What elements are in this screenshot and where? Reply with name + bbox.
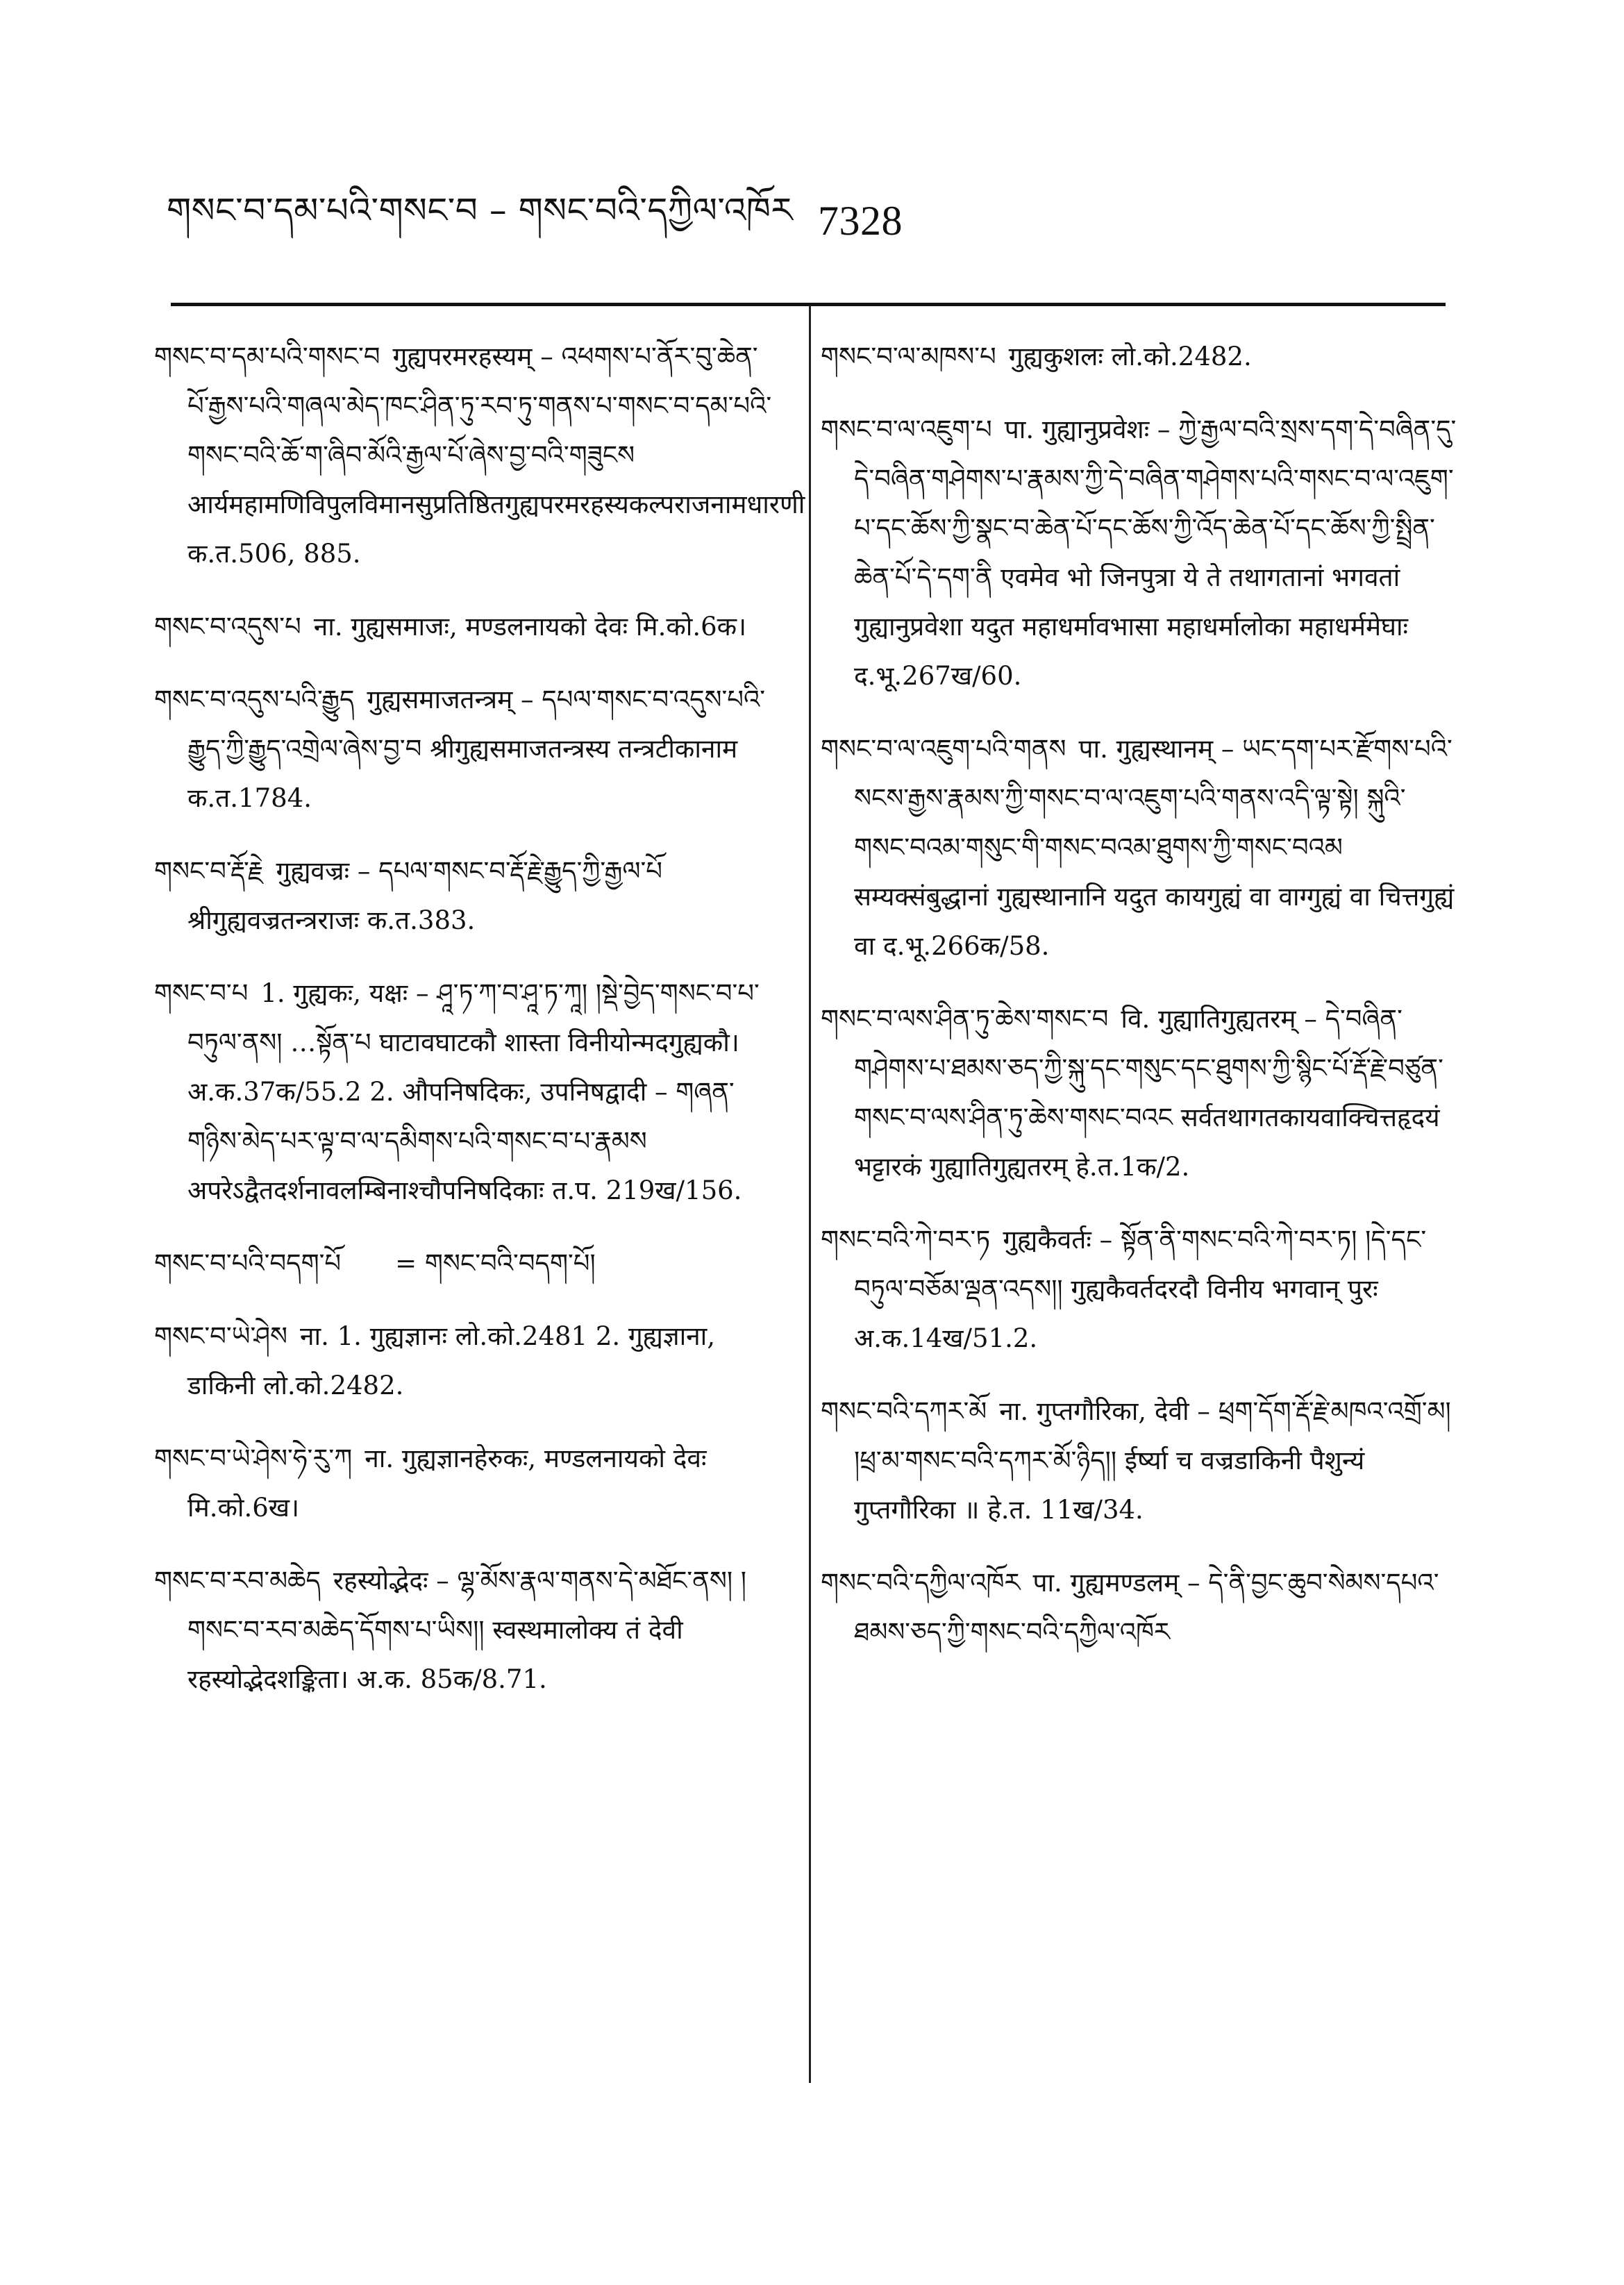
entry-body: गुह्यवज्रः – དཔལ་གསང་བ་རྡོ་རྗེ་རྒྱུད་ཀྱི་རྒྱལ་པོ श्रीगुह्यवज्रतन्त्रराजः क.त.383. xyxy=(187,856,662,935)
dictionary-entry xyxy=(154,969,779,1215)
entry-body: ना. गुह्यज्ञानहेरुकः, मण्डलनायको देवः मि.को.6ख। xyxy=(187,1443,707,1523)
dictionary-entry xyxy=(154,675,779,823)
entry-headword: གསང་བའི་དཀྱིལ་འཁོར xyxy=(821,1568,1021,1598)
column-divider xyxy=(809,305,811,2083)
dictionary-entry xyxy=(154,602,779,651)
dictionary-entry xyxy=(821,994,1459,1191)
entry-headword: གསང་བའི་དཀར་མོ xyxy=(821,1396,987,1426)
header-rule xyxy=(171,303,1446,306)
entry-headword: གསང་བ་འདུས་པའི་རྒྱུད xyxy=(154,685,355,714)
entry-body: ना. गुह्यसमाजः, मण्डलनायको देवः मि.को.6क। xyxy=(313,612,747,642)
dictionary-entry xyxy=(821,1215,1459,1363)
entry-body: ना. 1. गुह्यज्ञानः लो.को.2481 2. गुह्यज्ञाना, डाकिनी लो.को.2482. xyxy=(187,1321,716,1400)
dictionary-entry xyxy=(154,1312,779,1410)
entry-body: 1. गुह्यकः, यक्षः – ཤཱ་ཏ་ཀ་བ་ཤཱ་ཏ་ཀཱ། །སྡེ་བྱེད་གསང་བ་པ་བཏུལ་ནས། …སྟོན་པ घाटावघाटकौ शास्ता विनीयोन्मदगुह्यकौ। अ.क.37क/55.2 2. औपनिषदिकः, उपनिषद्वादी – གཞན་གཉིས་མེད་པར་ལྟ་བ་ལ་དམིགས་པའི་གསང་བ་པ་རྣམས अपरेऽद्वैतदर्शनावलम्बिनाश्चौपनिषदिकाः त.प. 219ख/156. xyxy=(187,978,760,1205)
cross-reference-entry xyxy=(154,1239,779,1288)
entry-headword: གསང་བ་རབ་མཆེད xyxy=(154,1566,321,1596)
entry-body: पा. गुह्यस्थानम् – ཡང་དག་པར་རྫོགས་པའི་སངས་རྒྱས་རྣམས་ཀྱི་གསང་བ་ལ་འཇུག་པའི་གནས་འདི་ལྟ་སྟེ། སྐུའི་གསང་བའམ་གསུང་གི་གསང་བའམ་ཐུགས་ཀྱི་གསང་བའམ सम्यक्संबुद्धानां गुह्यस्थानानि यदुत कायगुह्यं वा वाग्गुह्यं वा चित्तगुह्यं वा द.भू.266क/58. xyxy=(854,734,1455,961)
entry-headword: གསང་བ་ལ་མཁས་པ xyxy=(821,342,996,371)
entry-body: पा. गुह्यमण्डलम् – དེ་ནི་བྱང་ཆུབ་སེམས་དཔའ་ཐམས་ཅད་ཀྱི་གསང་བའི་དཀྱིལ་འཁོར xyxy=(854,1568,1439,1647)
dictionary-entry xyxy=(821,724,1459,971)
running-header-title: གསང་བ་དམ་པའི་གསང་བ – གསང་བའི་དཀྱིལ་འཁོར xyxy=(167,190,794,231)
entry-body: वि. गुह्यातिगुह्यतरम् – དེ་བཞིན་གཤེགས་པ་ཐམས་ཅད་ཀྱི་སྐུ་དང་གསུང་དང་ཐུགས་ཀྱི་སྙིང་པོ་རྡོ་རྗེ་བཙུན་གསང་བ་ལས་ཤིན་ཏུ་ཆེས་གསང་བའང सर्वतथागतकायवाक्चित्तहृदयं भट्टारकं गुह्यातिगुह्यतरम् हे.त.1क/2. xyxy=(854,1004,1443,1182)
entry-headword: གསང་བ་རྡོ་རྗེ xyxy=(154,856,264,886)
dictionary-entry xyxy=(154,1434,779,1532)
entry-headword: གསང་བ་པ xyxy=(154,978,249,1008)
entry-body: = གསང་བའི་བདག་པོ། xyxy=(395,1248,596,1278)
entry-headword: གསང་བ་ཡེ་ཤེས xyxy=(154,1321,287,1351)
entry-body: ना. गुप्तगौरिका, देवी – ཕྲག་དོག་རྡོ་རྗེ་མཁའ་འགྲོ་མ། །ཕྲ་མ་གསང་བའི་དཀར་མོ་ཉིད།། ईर्ष्या च वज्रडाकिनी पैशुन्यं गुप्तगौरिका ॥ हे.त. 11ख/34. xyxy=(854,1396,1451,1525)
entry-body: पा. गुह्यानुप्रवेशः – ཀྱེ་རྒྱལ་བའི་སྲས་དག་དེ་བཞིན་དུ་དེ་བཞིན་གཤེགས་པ་རྣམས་ཀྱི་དེ་བཞིན་གཤེགས་པའི་གསང་བ་ལ་འཇུག་པ་དང་ཆོས་ཀྱི་སྣང་བ་ཆེན་པོ་དང་ཆོས་ཀྱི་འོད་ཆེན་པོ་དང་ཆོས་ཀྱི་སྤྲིན་ཆེན་པོ་དེ་དག་ནི एवमेव भो जिनपुत्रा ये ते तथागतानां भगवतां गुह्यानुप्रवेशा यदुत महाधर्मावभासा महाधर्मालोका महाधर्ममेघाः द.भू.267ख/60. xyxy=(854,415,1457,691)
entry-body: गुह्यकैवर्तः – སྟོན་ནི་གསང་བའི་ཀེ་བར་ཏ། །དེ་དང་བཏུལ་བཅོམ་ལྡན་འདས།། गुह्यकैवर्तदरदौ विनीय भगवान् पुरः अ.क.14ख/51.2. xyxy=(854,1225,1427,1353)
entry-headword: གསང་བ་ཡེ་ཤེས་ཧེ་རུ་ཀ xyxy=(154,1443,353,1473)
entry-headword: གསང་བ་ལས་ཤིན་ཏུ་ཆེས་གསང་བ xyxy=(821,1004,1109,1034)
entry-body: गुह्यकुशलः लो.को.2482. xyxy=(1008,342,1252,371)
entry-headword: གསང་བ་དམ་པའི་གསང་བ xyxy=(154,342,380,371)
entry-headword: གསང་བ་པའི་བདག་པོ xyxy=(154,1248,342,1278)
entry-body: गुह्यसमाजतन्त्रम् – དཔལ་གསང་བ་འདུས་པའི་རྒྱུད་ཀྱི་རྒྱུད་འགྲེལ་ཞེས་བྱ་བ श्रीगुह्यसमाजतन्त्रस्य तन्त्रटीकानाम क.त.1784. xyxy=(187,685,766,813)
right-column xyxy=(821,332,1459,1680)
entry-body: गुह्यपरमरहस्यम् – འཕགས་པ་ནོར་བུ་ཆེན་པོ་རྒྱས་པའི་གཞལ་མེད་ཁང་ཤིན་ཏུ་རབ་ཏུ་གནས་པ་གསང་བ་དམ་པའི་གསང་བའི་ཆོ་ག་ཞིབ་མོའི་རྒྱལ་པོ་ཞེས་བྱ་བའི་གཟུངས आर्यमहामणिविपुलविमानसुप्रतिष्ठितगुह्यपरमरहस्यकल्पराजनामधारणी क.त.506, 885. xyxy=(187,342,805,569)
running-header xyxy=(167,186,1437,256)
dictionary-entry xyxy=(821,1558,1459,1657)
dictionary-entry xyxy=(154,1556,779,1704)
entry-headword: གསང་བ་འདུས་པ xyxy=(154,612,301,642)
page-number: 7328 xyxy=(818,197,903,244)
dictionary-entry xyxy=(821,405,1459,701)
dictionary-entry xyxy=(821,332,1459,381)
entry-headword: གསང་བ་ལ་འཇུག་པ xyxy=(821,415,992,444)
dictionary-entry xyxy=(154,846,779,945)
entry-body: रहस्योद्भेदः – ལྷ་མོས་རྣལ་གནས་དེ་མཐོང་ནས། །གསང་བ་རབ་མཆེད་དོགས་པ་ཡིས།། स्वस्थमालोक्य तं देवी रहस्योद्भेदशङ्किता। अ.क. 85क/8.71. xyxy=(187,1566,747,1694)
dictionary-entry xyxy=(821,1387,1459,1534)
entry-headword: གསང་བ་ལ་འཇུག་པའི་གནས xyxy=(821,734,1066,764)
dictionary-entry xyxy=(154,332,805,578)
left-column xyxy=(154,332,805,1727)
entry-headword: གསང་བའི་ཀེ་བར་ཏ xyxy=(821,1225,991,1255)
